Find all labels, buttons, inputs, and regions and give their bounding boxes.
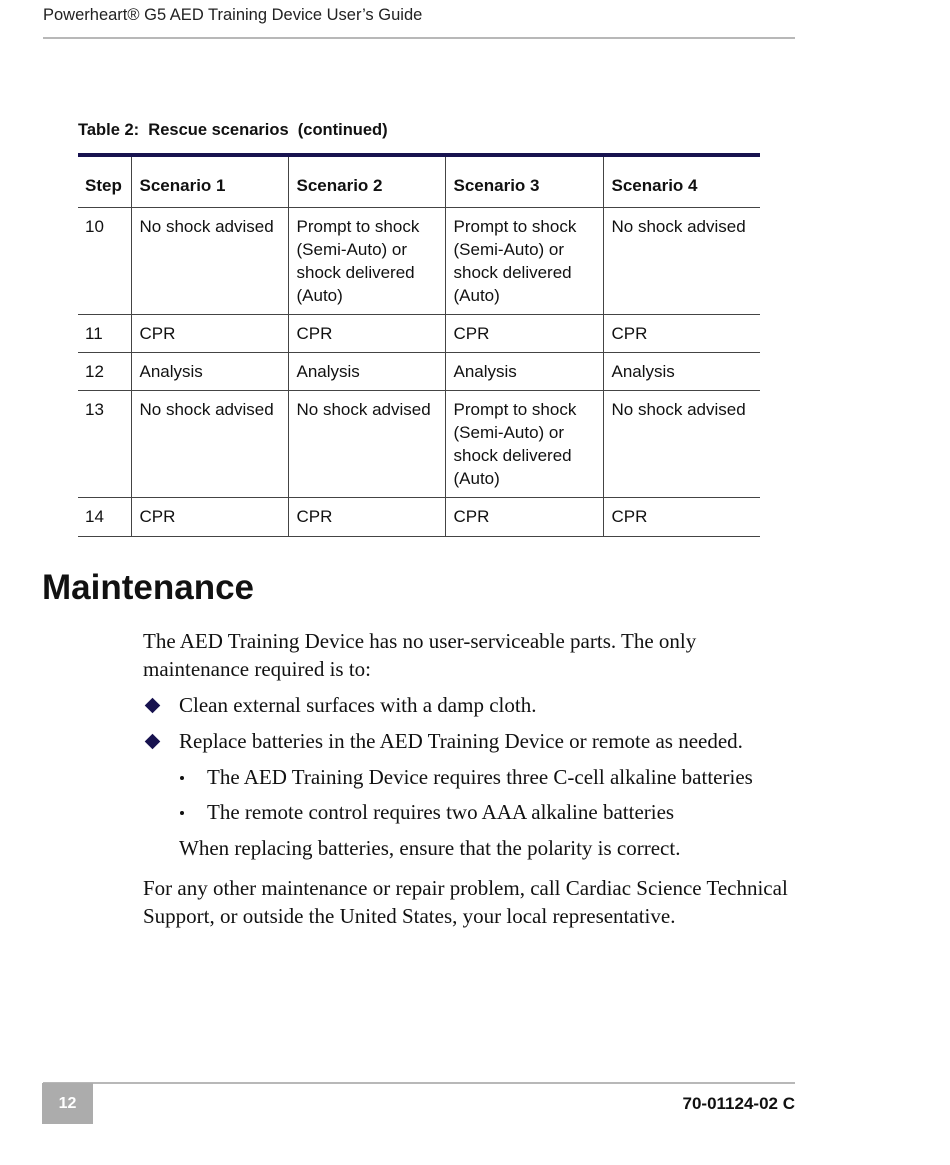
table-cell: CPR — [603, 497, 760, 536]
table-cell: Analysis — [603, 352, 760, 390]
table-header-row — [78, 157, 760, 207]
table-cell: Analysis — [131, 352, 288, 390]
page-number: 12 — [42, 1083, 93, 1124]
diamond-bullet-icon — [145, 698, 161, 714]
diamond-bullet-icon — [145, 734, 161, 750]
step-cell: 10 — [78, 207, 131, 314]
running-header: Powerheart® G5 AED Training Device User’s Guide — [43, 6, 423, 24]
table-cell: Analysis — [445, 352, 603, 390]
table-cell: CPR — [131, 497, 288, 536]
maintenance-closing: For any other maintenance or repair problem, call Cardiac Science Technical Support, or outside the United States, your local representative. — [143, 876, 788, 928]
table-cell: No shock advised — [603, 390, 760, 497]
table-cell: No shock advised — [131, 390, 288, 497]
table-cell: No shock advised — [288, 390, 445, 497]
sub-bullet-text: The AED Training Device requires three C-cell alkaline batteries — [207, 765, 753, 789]
document-number: 70-01124-02 C — [682, 1094, 795, 1113]
column-header-scenario-4: Scenario 4 — [603, 157, 760, 207]
table-cell: CPR — [288, 314, 445, 352]
column-header-scenario-3: Scenario 3 — [445, 157, 603, 207]
footer-rule — [43, 1082, 795, 1084]
table-row — [78, 390, 760, 497]
table-cell: No shock advised — [603, 207, 760, 314]
table-cell: Prompt to shock (Semi-Auto) or shock delivered (Auto) — [445, 207, 603, 314]
table-caption: Table 2: Rescue scenarios (continued) — [78, 121, 388, 139]
maintenance-intro: The AED Training Device has no user-serviceable parts. The only maintenance required is to: — [143, 629, 697, 681]
bullet-text: Replace batteries in the AED Training Device or remote as needed. — [179, 729, 743, 753]
table-cell: CPR — [445, 314, 603, 352]
table-row — [78, 314, 760, 352]
table-row — [78, 497, 760, 536]
table-cell: CPR — [445, 497, 603, 536]
sub-bullet-text: The remote control requires two AAA alkaline batteries — [207, 800, 675, 824]
step-cell: 14 — [78, 497, 131, 536]
column-header-step: Step — [78, 157, 131, 207]
step-cell: 11 — [78, 314, 131, 352]
dot-bullet-icon — [180, 776, 184, 780]
column-header-scenario-1: Scenario 1 — [131, 157, 288, 207]
header-rule — [43, 37, 795, 39]
section-heading-maintenance: Maintenance — [42, 568, 254, 607]
dot-bullet-icon — [180, 811, 184, 815]
table-cell: CPR — [131, 314, 288, 352]
bullet-text: Clean external surfaces with a damp cloth. — [179, 693, 537, 717]
polarity-note: When replacing batteries, ensure that the polarity is correct. — [179, 836, 681, 860]
step-cell: 12 — [78, 352, 131, 390]
table-row — [78, 352, 760, 390]
table-cell: CPR — [288, 497, 445, 536]
step-cell: 13 — [78, 390, 131, 497]
table-cell: Prompt to shock (Semi-Auto) or shock delivered (Auto) — [445, 390, 603, 497]
table-cell: Prompt to shock (Semi-Auto) or shock delivered (Auto) — [288, 207, 445, 314]
table-row — [78, 207, 760, 314]
table-cell: Analysis — [288, 352, 445, 390]
rescue-scenarios-table — [78, 157, 760, 537]
table-cell: No shock advised — [131, 207, 288, 314]
table-cell: CPR — [603, 314, 760, 352]
column-header-scenario-2: Scenario 2 — [288, 157, 445, 207]
